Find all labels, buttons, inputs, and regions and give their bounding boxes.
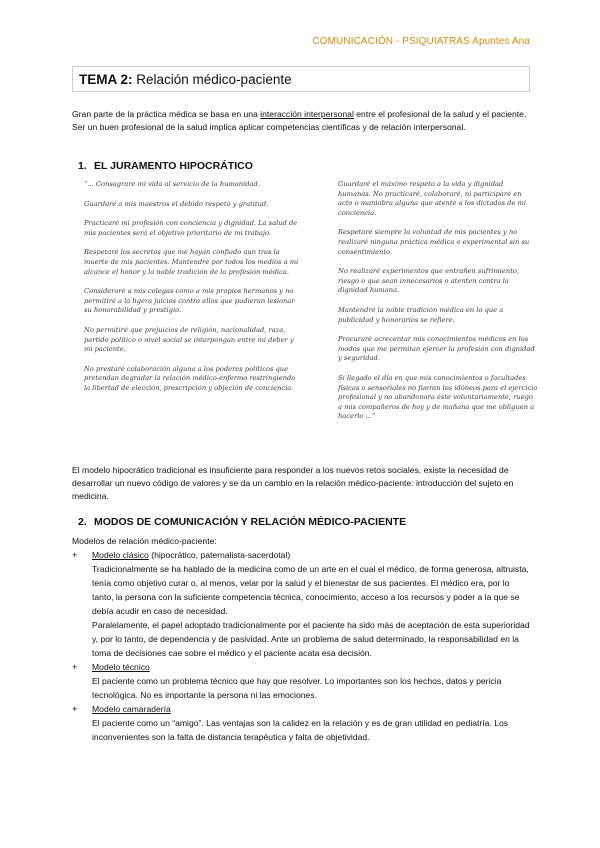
- page-title: [72, 66, 530, 92]
- modes-intro: Modelos de relación médico-paciente:: [72, 536, 217, 546]
- oath-stanza: Respetaré siempre la voluntad de mis pacientes y no realizaré ninguna práctica médica o experimental sin su consentimiento.: [338, 228, 530, 256]
- oath-stanza: Guardaré el máximo respeto a la vida y dignidad humanas. No practicaré, colaboraré, ni participaré en acto o maniobra alguna que atente a los dictados de mi conciencia.: [338, 180, 527, 217]
- mode-title-extra: (hipocrático, paternalista-sacerdotal): [148, 550, 291, 560]
- oath-stanza: Consideraré a mis colegas como a mis propios hermanos y no permitiré a la ligera juicios contra ellos que pudieran lesionar su honorabilidad y prestigio.: [84, 287, 295, 315]
- oath-stanza: No prestaré colaboración alguna a los poderes políticos que pretendan degradar la relación médico-enfermo restringiendo la libertad de elección, prescripción y objeción de conciencia.: [84, 364, 296, 392]
- oath-stanza: Procuraré acrecentar mis conocimientos médicos en los modos que me permitan ejercer la profesión con dignidad y seguridad.: [338, 335, 535, 363]
- list-item: [72, 548, 532, 660]
- hippocratic-model-paragraph: El modelo hipocrático tradicional es insuficiente para responder a los nuevos retos sociales, existe la necesidad de desarrollar un nuevo código de valores y se da un cambio en la relación médico-paciente: introducción del sujeto en medicina.: [72, 465, 514, 501]
- mode-description: El paciente como un “amigo”. Las ventajas son la calidez en la relación y es de gran utilidad en pediatría. Los inconvenientes son la falta de distancia terapéutica y falta de objetividad.: [92, 718, 509, 742]
- oath-stanza: Respetaré los secretos que me hayan confiado aun tras la muerte de mis pacientes. Mantendré por todos los medios a mi alcance el honor y la noble tradición de la profesión médica.: [84, 248, 299, 276]
- section-1-title: EL JURAMENTO HIPOCRÁTICO: [94, 160, 253, 172]
- intro-paragraph: [72, 108, 532, 134]
- plus-bullet-icon: +: [72, 704, 78, 714]
- section-2-heading: [78, 516, 406, 528]
- oath-stanza: Practicaré mi profesión con conciencia y dignidad. La salud de mis pacientes será el objetivo prioritario de mi trabajo.: [84, 219, 298, 237]
- oath-stanza: No realizaré experimentos que entrañen sufrimiento, riesgo o que sean innecesarios o atenten contra la dignidad humana.: [338, 267, 520, 295]
- oath-stanza: Mantendré la noble tradición médica en lo que a publicidad y honorarios se refiere.: [338, 305, 504, 324]
- plus-bullet-icon: +: [72, 662, 78, 672]
- oath-stanza: “... Consagrare mi vida al servicio de la humanidad.: [84, 180, 260, 188]
- mode-description: Paralelamente, el papel adoptado tradicionalmente por el paciente ha sido más de aceptación de esta superioridad y, por lo tanto, de dependencia y de pasividad. Ante un problema de salud determinado, la responsabilidad en la toma de decisiones cae sobre el médico y el paciente acata esa decisión.: [92, 620, 530, 658]
- intro-text-after: entre el profesional de la salud y el paciente. Ser un buen profesional de la salud implica aplicar competencias científicas y de relación interpersonal.: [72, 109, 527, 132]
- plus-bullet-icon: +: [72, 550, 78, 560]
- mode-description: El paciente como un problema técnico que hay que resolver. Lo importantes son los hechos, datos y pericia tecnológica. No es importante la persona ni las emociones.: [92, 676, 502, 700]
- mode-title: Modelo camaradería: [92, 704, 171, 714]
- section-1-number: 1.: [78, 160, 87, 172]
- mode-title: Modelo clásico: [92, 550, 149, 560]
- oath-stanza: Guardaré a mis maestros el debido respeto y gratitud.: [84, 199, 269, 208]
- oath-column-left: [84, 180, 299, 404]
- mode-description: Tradicionalmente se ha hablado de la medicina como de un arte en el cual el médico, de forma generosa, altruista, tenía como objetivo curar o, al menos, velar por la salud y el bienestar de sus pacientes. El médico era, por lo tanto, la persona con la suficiente competencia técnica, conocimiento, acceso a los recursos y poder a la que se debía acudir en caso de necesidad.: [92, 564, 529, 616]
- intro-underlined-term: interacción interpersonal: [260, 109, 354, 119]
- section-2-number: 2.: [78, 516, 87, 528]
- oath-column-right: [338, 180, 538, 432]
- intro-text-before: Gran parte de la práctica médica se basa en una: [72, 109, 261, 119]
- list-item: [72, 660, 532, 702]
- section-1-heading: [78, 160, 253, 172]
- title-main: TEMA 2:: [79, 72, 133, 87]
- title-sub: Relación médico-paciente: [136, 72, 292, 87]
- list-item: [72, 702, 532, 744]
- modes-list: [72, 534, 532, 744]
- page-header: COMUNICACIÓN - PSIQUIATRAS Apuntes Ana: [312, 36, 530, 47]
- oath-stanza: Si llegado el día en que mis conocimientos o facultades físicas o sensoriales no fueran los idóneos para el ejercicio profesional y no abandonara éste voluntariamente, ruego a mis compañeros de hoy y de mañana que me obliguen a hacerlo ...”: [338, 373, 538, 421]
- oath-stanza: No permitiré que prejuicios de religión, nacionalidad, raza, partido político o nivel social se interpongan entre mi deber y mi paciente.: [84, 325, 294, 354]
- section-2-title: MODOS DE COMUNICACIÓN Y RELACIÓN MÉDICO-PACIENTE: [94, 516, 407, 528]
- mode-title: Modelo técnico: [92, 662, 150, 672]
